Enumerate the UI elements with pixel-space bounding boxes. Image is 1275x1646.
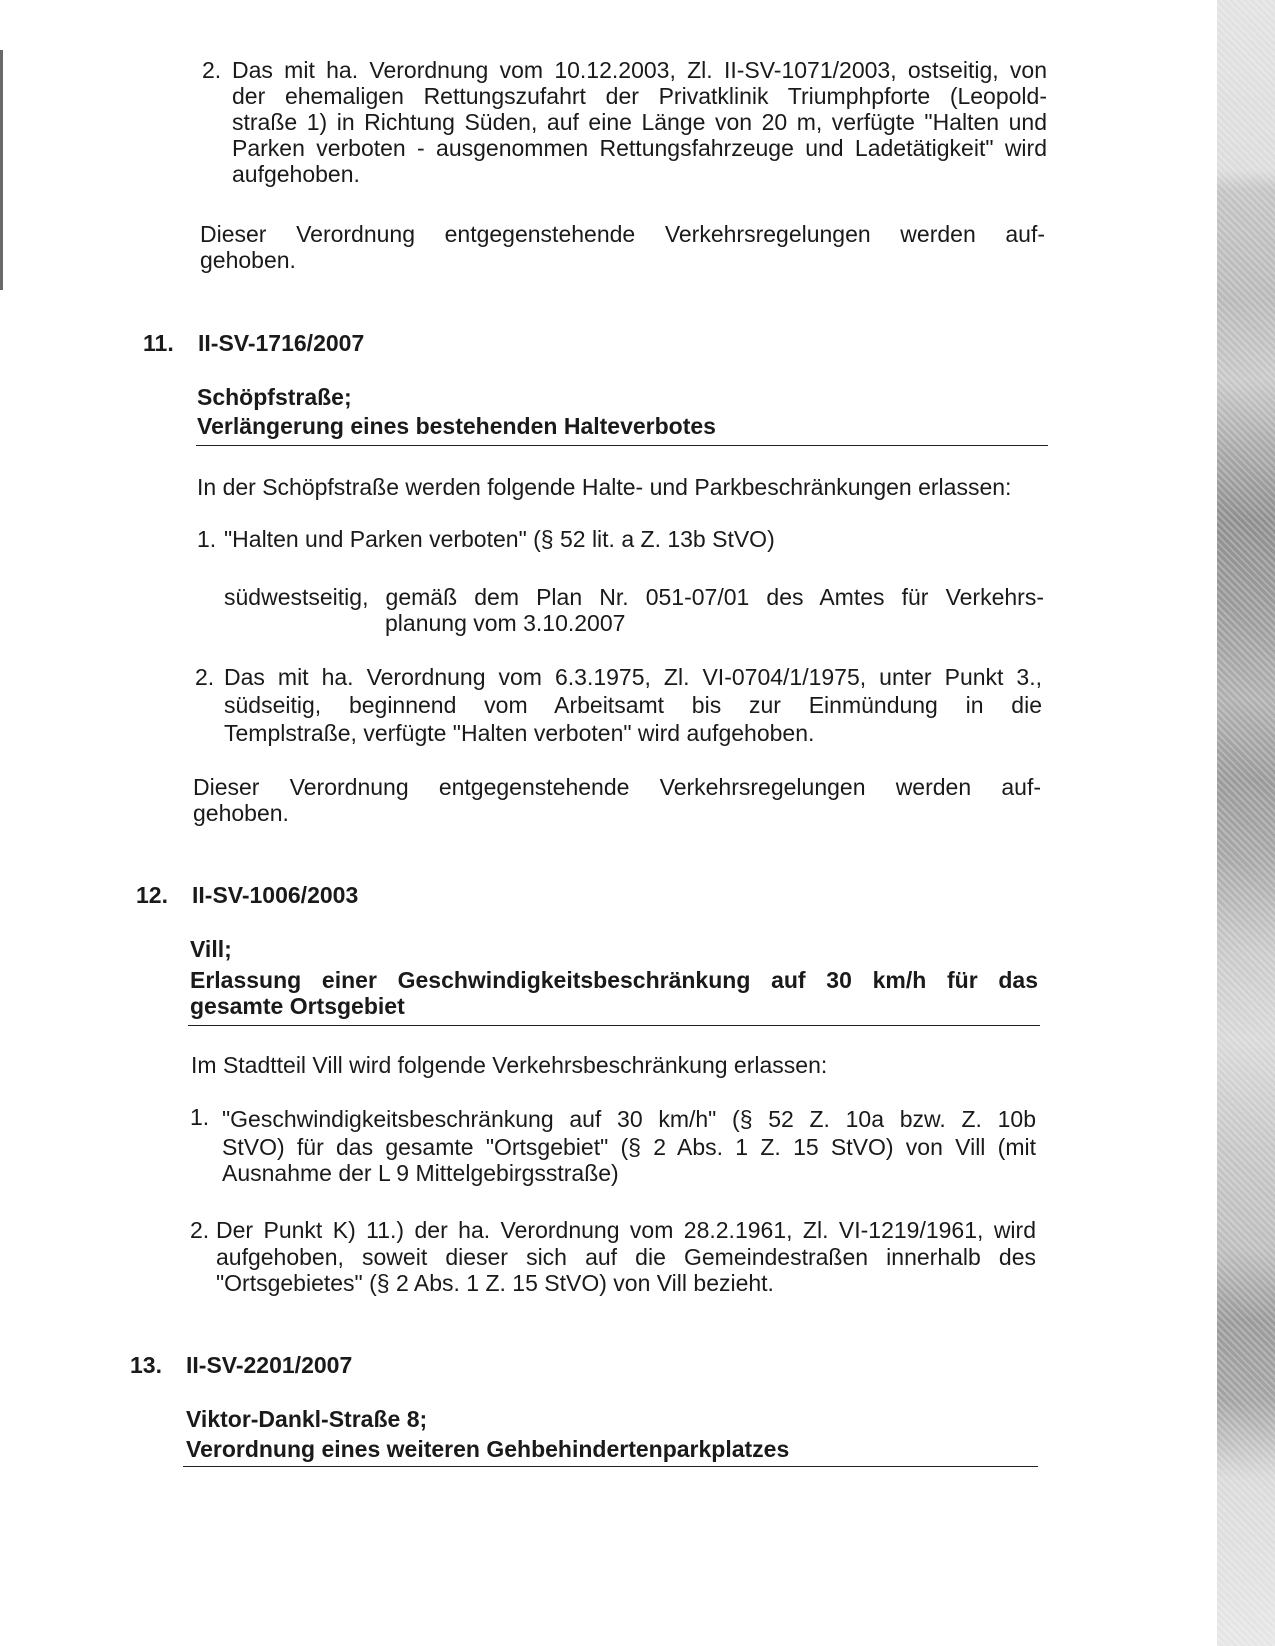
intro-paragraph: Im Stadtteil Vill wird folgende Verkehrsbeschränkung erlassen: <box>191 1052 828 1078</box>
item-line: der ehemaligen Rettungszufahrt der Privatklinik Triumphpforte (Leopold- <box>232 83 1047 109</box>
section-subtitle: Verlängerung eines bestehenden Halteverbotes <box>197 413 716 439</box>
intro-paragraph: In der Schöpfstraße werden folgende Halte- und Parkbeschränkungen erlassen: <box>197 474 1012 500</box>
title-underline <box>188 1025 1040 1026</box>
item-line: Templstraße, verfügte "Halten verboten" wird aufgehoben. <box>224 720 815 746</box>
scan-edge-shading <box>1217 0 1275 1646</box>
item-detail: planung vom 3.10.2007 <box>385 610 626 636</box>
item-line: Ausnahme der L 9 Mittelgebirgsstraße) <box>222 1160 619 1186</box>
section-title: Vill; <box>190 936 232 962</box>
item-line: straße 1) in Richtung Süden, auf eine Länge von 20 m, verfügte "Halten und <box>232 109 1047 135</box>
title-underline <box>196 445 1048 446</box>
item-line: "Halten und Parken verboten" (§ 52 lit. a Z. 13b StVO) <box>224 526 775 552</box>
list-item-number: 2. <box>202 57 222 83</box>
closing-paragraph: Dieser Verordnung entgegenstehende Verkehrsregelungen werden auf- <box>193 774 1041 800</box>
item-line: Der Punkt K) 11.) der ha. Verordnung vom 28.2.1961, Zl. VI-1219/1961, wird <box>216 1217 1036 1243</box>
item-line: Das mit ha. Verordnung vom 6.3.1975, Zl. VI-0704/1/1975, unter Punkt 3., <box>224 664 1042 690</box>
item-line: Parken verboten - ausgenommen Rettungsfahrzeuge und Ladetätigkeit" wird <box>232 135 1047 161</box>
section-number: 13. <box>130 1352 162 1378</box>
closing-paragraph: gehoben. <box>193 800 289 826</box>
title-underline <box>183 1466 1038 1467</box>
item-line: südseitig, beginnend vom Arbeitsamt bis zur Einmündung in die <box>224 692 1042 718</box>
list-item-number: 2. <box>195 664 215 690</box>
section-subtitle: gesamte Ortsgebiet <box>190 993 405 1019</box>
item-line: aufgehoben. <box>232 161 360 187</box>
scan-edge-mark <box>0 50 3 290</box>
item-line: aufgehoben, soweit dieser sich auf die Gemeindestraßen innerhalb des <box>216 1244 1036 1270</box>
section-number: 12. <box>136 882 168 908</box>
item-detail: südwestseitig, gemäß dem Plan Nr. 051-07/01 des Amtes für Verkehrs- <box>224 584 1044 610</box>
section-reference: II-SV-1716/2007 <box>198 330 365 356</box>
list-item-number: 2. <box>190 1217 210 1243</box>
section-reference: II-SV-2201/2007 <box>186 1352 353 1378</box>
item-line: Das mit ha. Verordnung vom 10.12.2003, Zl. II-SV-1071/2003, ostseitig, von <box>232 57 1047 83</box>
item-line: StVO) für das gesamte "Ortsgebiet" (§ 2 Abs. 1 Z. 15 StVO) von Vill (mit <box>222 1134 1036 1160</box>
list-item-number: 1. <box>197 526 217 552</box>
section-title: Schöpfstraße; <box>197 384 352 410</box>
section-reference: II-SV-1006/2003 <box>192 882 359 908</box>
section-number: 11. <box>143 330 174 356</box>
closing-paragraph: gehoben. <box>200 247 296 273</box>
closing-paragraph: Dieser Verordnung entgegenstehende Verkehrsregelungen werden auf- <box>200 221 1045 247</box>
list-item-number: 1. <box>190 1104 210 1130</box>
section-subtitle: Verordnung eines weiteren Gehbehindertenparkplatzes <box>186 1436 790 1462</box>
item-line: "Ortsgebietes" (§ 2 Abs. 1 Z. 15 StVO) von Vill bezieht. <box>216 1270 774 1296</box>
item-line: "Geschwindigkeitsbeschränkung auf 30 km/h" (§ 52 Z. 10a bzw. Z. 10b <box>222 1106 1036 1132</box>
section-title: Viktor-Dankl-Straße 8; <box>186 1406 428 1432</box>
section-subtitle: Erlassung einer Geschwindigkeitsbeschränkung auf 30 km/h für das <box>190 967 1038 993</box>
